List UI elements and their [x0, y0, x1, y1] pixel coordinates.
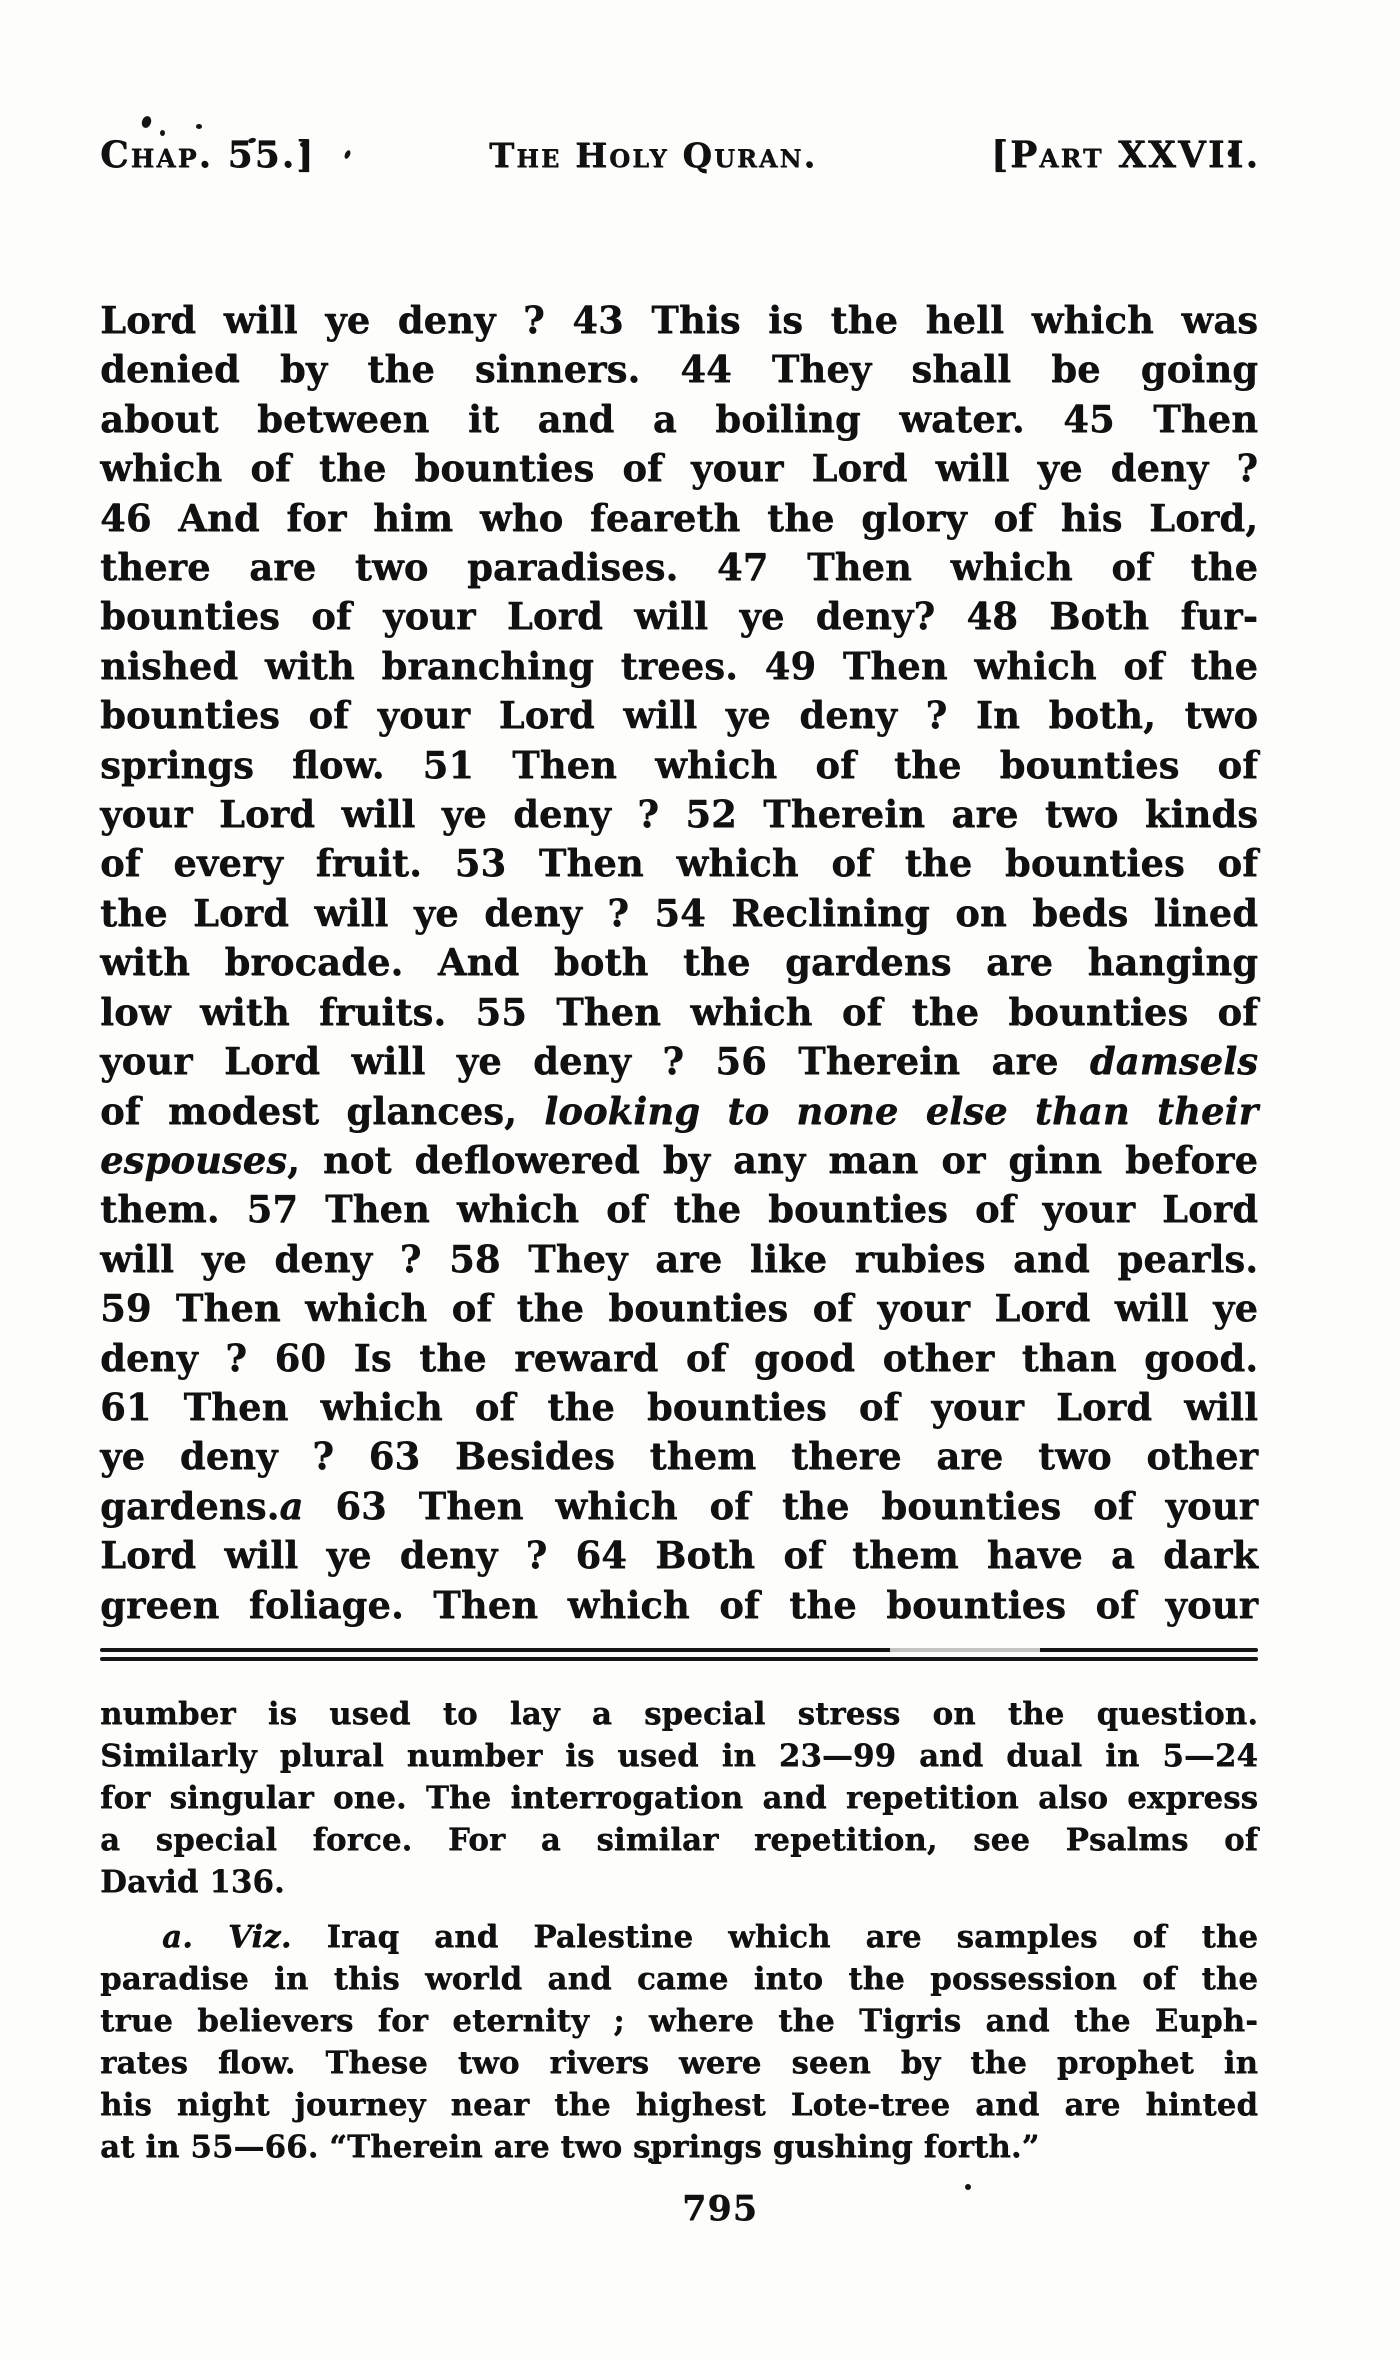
- text-segment: Similarly plural number is used in 23—99 and dual in 5—24: [100, 1738, 1258, 1774]
- text-line: [100, 889, 1258, 938]
- text-segment: paradise in this world and came into the possession of the: [100, 1961, 1258, 1997]
- text-segment: true believers for eternity ; where the Tigris and the Euph-: [100, 2003, 1258, 2039]
- text-segment: 61 Then which of the bounties of your Lord will: [100, 1384, 1258, 1429]
- text-segment: the Lord will ye deny ? 54 Reclining on beds lined: [100, 890, 1258, 935]
- text-line: [100, 839, 1258, 888]
- text-line: [100, 1136, 1258, 1185]
- page-number: 795: [681, 2188, 759, 2229]
- text-segment: about between it and a boiling water. 45 Then: [100, 396, 1258, 441]
- italic-text-segment: espouses: [100, 1137, 288, 1182]
- text-line: [100, 2126, 1258, 2168]
- text-line: [100, 296, 1258, 345]
- text-line: [100, 1958, 1258, 2000]
- text-segment: David 136.: [100, 1864, 285, 1900]
- text-line: [100, 790, 1258, 839]
- text-segment: number is used to lay a special stress on the question.: [100, 1696, 1258, 1732]
- italic-text-segment: looking to none else than their: [544, 1088, 1258, 1133]
- text-line: [100, 1383, 1258, 1432]
- text-segment: 63 Then which of the bounties of your: [303, 1483, 1258, 1528]
- text-segment: of every fruit. 53 Then which of the bounties of: [100, 841, 1258, 886]
- text-line: [100, 988, 1258, 1037]
- text-segment: will ye deny ? 58 They are like rubies and pearls.: [100, 1236, 1258, 1281]
- text-line: [100, 444, 1258, 493]
- text-segment: denied by the sinners. 44 They shall be going: [100, 347, 1258, 392]
- text-segment: his night journey near the highest Lote-tree and are hinted: [100, 2087, 1258, 2123]
- text-segment: for singular one. The interrogation and repetition also express: [100, 1780, 1258, 1816]
- text-line: [100, 1916, 1258, 1958]
- text-line: [100, 691, 1258, 740]
- text-segment: your Lord will ye deny ? 56 Therein are: [100, 1039, 1090, 1084]
- rule-bottom-line: [100, 1657, 1258, 1661]
- header-book-title: The Holy Quran.: [488, 136, 818, 176]
- text-line: [100, 1531, 1258, 1580]
- text-segment: your Lord will ye deny ? 52 Therein are two kinds: [100, 792, 1258, 837]
- text-segment: ye deny ? 63 Besides them there are two other: [100, 1434, 1258, 1479]
- text-line: [100, 543, 1258, 592]
- text-segment: 59 Then which of the bounties of your Lord will ye: [100, 1286, 1258, 1331]
- text-line: [100, 2084, 1258, 2126]
- text-line: [100, 938, 1258, 987]
- footnote-a-block: [100, 1916, 1258, 2168]
- text-segment: bounties of your Lord will ye deny ? In both, two: [100, 693, 1258, 738]
- footnote-separator-rule: [100, 1648, 1258, 1662]
- text-line: [100, 2042, 1258, 2084]
- text-line: [100, 1861, 1258, 1903]
- text-line: [100, 1334, 1258, 1383]
- scan-fade-artifact: [890, 1648, 1040, 1654]
- ink-speckle: [140, 115, 153, 129]
- text-line: [100, 592, 1258, 641]
- text-segment: which of the bounties of your Lord will ye deny ?: [100, 446, 1258, 491]
- rule-top-line: [100, 1648, 1258, 1652]
- text-segment: green foliage. Then which of the bounties of your: [100, 1582, 1258, 1627]
- header-part: [Part XXVII.: [991, 134, 1260, 176]
- text-segment: with brocade. And both the gardens are hanging: [100, 940, 1258, 985]
- italic-text-segment: damsels: [1089, 1039, 1258, 1084]
- text-segment: springs flow. 51 Then which of the bounties of: [100, 742, 1258, 787]
- verse-text-block: [100, 296, 1258, 1630]
- text-line: [100, 2000, 1258, 2042]
- text-segment: Lord will ye deny ? 64 Both of them have a dark: [100, 1533, 1258, 1578]
- text-segment: rates flow. These two rivers were seen by the prophet in: [100, 2045, 1258, 2081]
- italic-text-segment: Viz.: [227, 1919, 292, 1955]
- running-header: [100, 134, 1260, 176]
- text-line: [100, 1185, 1258, 1234]
- text-segment: nished with branching trees. 49 Then which of the: [100, 643, 1258, 688]
- text-segment: there are two paradises. 47 Then which of the: [100, 545, 1258, 590]
- text-line: [100, 1432, 1258, 1481]
- text-segment: at in 55—66. “Therein are two springs gushing forth.”: [100, 2129, 1040, 2165]
- text-line: [100, 1037, 1258, 1086]
- text-line: [100, 345, 1258, 394]
- text-line: [100, 1693, 1258, 1735]
- text-line: [100, 1235, 1258, 1284]
- text-line: [100, 741, 1258, 790]
- text-segment: deny ? 60 Is the reward of good other than good.: [100, 1335, 1258, 1380]
- ink-speckle: [196, 124, 202, 129]
- text-segment: 46 And for him who feareth the glory of his Lord,: [100, 495, 1258, 540]
- text-segment: of modest glances,: [100, 1088, 545, 1133]
- text-segment: them. 57 Then which of the bounties of your Lord: [100, 1187, 1258, 1232]
- text-line: [100, 1819, 1258, 1861]
- header-chapter: Chap. 55.]: [100, 134, 316, 176]
- text-segment: Iraq and Palestine which are samples of the: [291, 1919, 1258, 1955]
- italic-text-segment: a.: [162, 1919, 193, 1955]
- text-segment: [193, 1919, 228, 1955]
- text-line: [100, 1581, 1258, 1630]
- text-segment: a special force. For a similar repetition, see Psalms of: [100, 1822, 1258, 1858]
- footnote-continuation-block: [100, 1693, 1258, 1903]
- text-line: [100, 1777, 1258, 1819]
- text-segment: , not deflowered by any man or ginn before: [287, 1137, 1258, 1182]
- text-line: [100, 395, 1258, 444]
- text-line: [100, 494, 1258, 543]
- text-segment: Lord will ye deny ? 43 This is the hell which was: [100, 298, 1258, 342]
- text-line: [100, 642, 1258, 691]
- text-line: [100, 1087, 1258, 1136]
- italic-text-segment: a: [279, 1483, 304, 1528]
- text-line: [100, 1482, 1258, 1531]
- text-segment: bounties of your Lord will ye deny? 48 Both fur-: [100, 594, 1258, 639]
- text-segment: low with fruits. 55 Then which of the bounties of: [100, 989, 1258, 1034]
- text-line: [100, 1735, 1258, 1777]
- text-segment: gardens.: [100, 1483, 280, 1528]
- text-line: [100, 1284, 1258, 1333]
